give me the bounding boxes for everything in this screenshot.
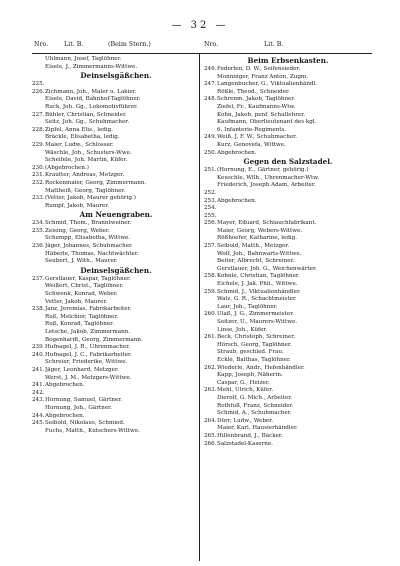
- left-column: [32, 56, 200, 435]
- resident-name: Walz, G. R., Schachtmeister.: [217, 296, 297, 303]
- resident-name: Mehl, Ulrich, Küfer.: [217, 387, 274, 394]
- resident-name: Hornung, Samuel, Gärtner.: [45, 397, 123, 404]
- house-number: 245.: [32, 420, 45, 427]
- house-number: 256.: [204, 220, 217, 227]
- resident-entry: [204, 175, 372, 183]
- house-number: [32, 203, 45, 211]
- resident-name: [45, 390, 200, 398]
- resident-name: Abgebrochen.: [217, 197, 257, 204]
- resident-name: Ziefel, Fr., Kaufmanns-Wtw.: [217, 103, 296, 110]
- house-number: 243.: [32, 397, 45, 404]
- resident-name: Jäger, Leonhard, Metzger.: [45, 366, 119, 373]
- resident-name: Monninger, Franz Anton, Zugm.: [217, 73, 308, 80]
- house-number: [204, 175, 217, 183]
- house-number: 258.: [204, 273, 217, 280]
- house-number: [32, 375, 45, 383]
- resident-name: Beck, Christoph, Schreiner.: [217, 334, 296, 341]
- house-number: [32, 188, 45, 196]
- house-number: 229.: [32, 141, 45, 148]
- house-number: [32, 104, 45, 112]
- resident-entry: [32, 89, 200, 97]
- house-number: 255.: [204, 212, 217, 219]
- resident-name: Ruck, Joh. Gg., Lokomotivführer.: [45, 103, 138, 110]
- house-number: [204, 235, 217, 243]
- house-number: [32, 258, 45, 266]
- resident-entry: [32, 413, 200, 421]
- resident-entry: [32, 119, 200, 127]
- resident-entry: [204, 273, 372, 281]
- resident-entry: [204, 119, 372, 127]
- house-number: 226.: [32, 88, 45, 95]
- resident-entry: [204, 372, 372, 380]
- resident-name: Hufnagel, J. R., Uhrenmacher.: [45, 344, 131, 351]
- resident-entry: [204, 357, 372, 365]
- house-number: 241.: [32, 382, 45, 389]
- resident-name: Kapp, Joseph, Näherin.: [217, 372, 283, 379]
- resident-name: Wolf, Joh., Bahnwarts-Wittwe.: [217, 250, 302, 257]
- resident-name: Janz, Jeremias, Fabrikarbeiter.: [45, 306, 132, 313]
- resident-entry: [32, 329, 200, 337]
- house-number: [32, 291, 45, 299]
- resident-name: Laur, Joh., Taglöhner.: [217, 303, 278, 310]
- resident-entry: [204, 418, 372, 426]
- resident-name: Eisele, J., Zimmermanns-Wittwe.: [45, 63, 138, 70]
- resident-entry: [204, 365, 372, 373]
- house-number: 260.: [204, 311, 217, 318]
- house-number: 262.: [204, 364, 217, 371]
- resident-name: Bogenhardt, Georg, Zimmermann.: [45, 336, 143, 343]
- house-number: [204, 380, 217, 388]
- house-number: 227.: [32, 111, 45, 118]
- resident-entry: [32, 228, 200, 236]
- house-number: 259.: [204, 288, 217, 295]
- header-lit-left: Lit. B.: [64, 41, 84, 48]
- resident-name: Fuchs, Matth., Kutschers-Wittwe.: [45, 427, 140, 434]
- house-number: [204, 89, 217, 97]
- house-number: [204, 372, 217, 380]
- resident-name: Eisele, David, Bahnhof-Taglöhner.: [45, 96, 141, 103]
- resident-name: Kurz, Genovefa, Wittwe.: [217, 141, 286, 148]
- house-number: 239.: [32, 344, 45, 351]
- resident-entry: [204, 104, 372, 112]
- resident-entry: [204, 74, 372, 82]
- resident-name: Seitzer, U., Maurers-Wittwe.: [217, 319, 298, 325]
- house-number: 252.: [204, 189, 217, 196]
- resident-name: Hufnagel, J. C., Fabrikarbeiter.: [45, 351, 132, 358]
- resident-entry: [32, 382, 200, 390]
- resident-name: Hornung, Joh., Gärtner.: [45, 404, 112, 411]
- resident-name: Kaufmann, Oberlieutenant des kgl.: [217, 119, 317, 126]
- house-number: [32, 314, 45, 322]
- resident-entry: [32, 420, 200, 428]
- house-number: [204, 395, 217, 403]
- resident-entry: [32, 56, 200, 64]
- resident-name: Schrenm, Jakob, Taglöhner.: [217, 96, 296, 103]
- house-number: [204, 228, 217, 236]
- resident-entry: [204, 403, 372, 411]
- resident-name: Schmid, J., Viktualienhändler.: [217, 288, 301, 295]
- resident-name: Rockenmaier, Georg, Zimmermann.: [45, 179, 147, 186]
- resident-entry: [204, 334, 372, 342]
- resident-entry: [204, 327, 372, 335]
- resident-name: Straub, geschied. Frau.: [217, 349, 284, 356]
- resident-name: Eckle, Balthas, Taglöhner.: [217, 356, 291, 363]
- resident-name: Ruß, Konrad, Taglöhner.: [45, 321, 114, 328]
- resident-name: (Abgebrochen.): [45, 164, 89, 171]
- resident-name: Ruß, Melchior, Taglöhner.: [45, 313, 119, 320]
- resident-entry: [204, 89, 372, 97]
- resident-name: Hillenbrand, J., Bäcker.: [217, 432, 283, 439]
- house-number: 232.: [32, 179, 45, 186]
- resident-entry: [204, 251, 372, 259]
- resident-name: 6. Infanterie-Regiments.: [217, 126, 287, 133]
- house-number: 250.: [204, 149, 217, 156]
- street-heading: Beim Erbsenkasten.: [247, 56, 329, 65]
- resident-entry: [32, 112, 200, 120]
- resident-entry: [204, 380, 372, 388]
- resident-entry: [32, 359, 200, 367]
- resident-name: Kohn, Jakob, penf. Schullehrer.: [217, 111, 306, 118]
- resident-entry: [204, 96, 372, 104]
- resident-name: [45, 81, 200, 89]
- resident-name: Hörsch, Georg, Taglöhner.: [217, 341, 292, 348]
- resident-entry: [32, 64, 200, 72]
- resident-name: Vetter, Jakob, Maurer.: [45, 298, 108, 305]
- resident-name: Weiß, J. F. W., Schuhmacher.: [217, 134, 298, 141]
- resident-entry: [204, 349, 372, 357]
- resident-name: Eichele, J. Jak. Phil., Wittwe.: [217, 281, 298, 288]
- resident-entry: [32, 188, 200, 196]
- resident-entry: [32, 337, 200, 345]
- resident-entry: [204, 395, 372, 403]
- house-number: 241.: [32, 366, 45, 373]
- resident-name: Bühler, Christian, Schneider.: [45, 111, 127, 118]
- house-number: 253.: [204, 197, 217, 204]
- house-number: [204, 349, 217, 357]
- resident-name: Schempp, Elisabetha, Wittwe.: [45, 235, 131, 242]
- resident-entry: [32, 157, 200, 165]
- street-heading: Deinselsgäßchen.: [80, 265, 152, 275]
- house-number: [204, 74, 217, 82]
- resident-entry: [32, 134, 200, 142]
- house-number: [32, 283, 45, 291]
- header-nr-right: Nro.: [204, 41, 219, 48]
- resident-name: Abgebrochen.: [45, 412, 85, 419]
- resident-name: Maier, Karl, Hausierhändler.: [217, 425, 298, 432]
- house-number: 234.: [32, 220, 45, 227]
- resident-name: Langenbucher, G., Viktualienhändl.: [217, 81, 318, 88]
- house-number: [32, 405, 45, 413]
- resident-name: Jäger, Johannes, Schuhmacher.: [45, 243, 133, 250]
- house-number: [204, 182, 217, 190]
- resident-entry: [32, 150, 200, 158]
- resident-entry: [32, 352, 200, 360]
- header-section-left: (Beim Stern.): [108, 41, 151, 48]
- house-number: 251.: [204, 167, 217, 174]
- house-number: 247.: [204, 81, 217, 88]
- resident-name: Caspar, G., Heizer.: [217, 379, 270, 386]
- resident-entry: [204, 433, 372, 441]
- resident-entry: [32, 104, 200, 112]
- house-number: [32, 299, 45, 307]
- house-number: [32, 119, 45, 127]
- house-number: [32, 150, 45, 158]
- house-number: 264.: [204, 417, 217, 424]
- resident-name: Mayer, Eduard, Schlauchfabrikant.: [217, 220, 317, 227]
- resident-name: Rothfuß, Franz, Schneider.: [217, 402, 294, 409]
- house-number: [204, 258, 217, 266]
- house-number: [32, 96, 45, 104]
- house-number: [204, 296, 217, 304]
- resident-entry: [32, 165, 200, 173]
- page-number: — 32 —: [171, 20, 229, 31]
- house-number: [204, 327, 217, 335]
- resident-name: Rumpf, Jakob, Maurer.: [45, 202, 110, 209]
- house-number: [32, 235, 45, 243]
- resident-entry: [204, 441, 372, 449]
- header-nr-left: Nro.: [34, 41, 49, 48]
- house-number: [32, 56, 45, 64]
- resident-entry: [32, 203, 200, 211]
- house-number: 225.: [32, 81, 45, 88]
- house-number: [32, 359, 45, 367]
- resident-entry: [32, 243, 200, 251]
- house-number: 240.: [32, 351, 45, 358]
- house-number: 233.: [32, 195, 45, 202]
- house-number: [204, 281, 217, 289]
- resident-name: Maier, Ludw., Schlosser.: [45, 141, 114, 148]
- resident-name: Uhlmann, Josef, Taglöhner.: [45, 56, 122, 62]
- street-heading: Am Neuengraben.: [79, 210, 153, 220]
- resident-name: (Hornung, E., Gärtner, gehörig.): [217, 167, 309, 174]
- resident-entry: [204, 134, 372, 142]
- resident-entry: [32, 299, 200, 307]
- resident-name: Beiter, Albrecht, Schreiner.: [217, 258, 295, 265]
- resident-entry: [32, 344, 200, 352]
- street-heading: Gegen den Salzstadel.: [243, 157, 333, 167]
- house-number: [32, 321, 45, 329]
- resident-name: Seitz, Joh. Gg., Schuhmacher.: [45, 119, 130, 126]
- resident-entry: [204, 243, 372, 251]
- resident-entry: [32, 283, 200, 291]
- resident-name: Gerstlauer, Joh. G., Weichenwärter.: [217, 265, 317, 272]
- resident-entry: [32, 195, 200, 203]
- resident-name: Federlen, D. W., Seifensieder.: [217, 66, 301, 72]
- resident-name: Rößle, Theod., Schneider.: [217, 88, 290, 95]
- resident-entry: [32, 127, 200, 135]
- resident-entry: [204, 66, 372, 74]
- resident-name: Krautter, Andreas, Metzger.: [45, 172, 125, 179]
- resident-name: Seibold, Nikolaus, Schmied.: [45, 420, 125, 427]
- resident-entry: [204, 112, 372, 120]
- resident-name: Zipfel, Anna Elis., ledig.: [45, 126, 114, 133]
- house-number: [204, 304, 217, 312]
- house-number: 237.: [32, 275, 45, 282]
- resident-name: [217, 205, 372, 213]
- resident-entry: [32, 314, 200, 322]
- house-number: 228.: [32, 126, 45, 133]
- house-number: [204, 342, 217, 350]
- resident-entry: [32, 251, 200, 259]
- resident-name: Scheifele, Joh. Martin, Küfer.: [45, 157, 128, 164]
- house-number: 242.: [32, 389, 45, 396]
- resident-name: Werst, J. M., Metzgers-Wittwe.: [45, 374, 132, 381]
- house-number: 249.: [204, 134, 217, 141]
- resident-name: Wiederle, Andr., Hefenhändler.: [217, 364, 305, 371]
- house-number: [204, 142, 217, 150]
- resident-entry: [32, 390, 200, 398]
- resident-entry: [32, 235, 200, 243]
- house-number: [204, 119, 217, 127]
- resident-entry: [32, 220, 200, 228]
- resident-name: Dierolf, G. Mich., Arbeiter.: [217, 394, 293, 401]
- resident-name: [217, 190, 372, 198]
- resident-entry: [32, 397, 200, 405]
- resident-name: Schreier, Friederike, Wittwe.: [45, 359, 128, 366]
- resident-entry: [204, 167, 372, 175]
- resident-entry: [204, 410, 372, 418]
- header-rule: [32, 53, 372, 54]
- house-number: [32, 251, 45, 259]
- resident-entry: [204, 198, 372, 206]
- resident-entry: [32, 172, 200, 180]
- resident-name: Salzstadel-Kaserne.: [217, 440, 273, 447]
- resident-entry: [204, 304, 372, 312]
- house-number: 238.: [32, 306, 45, 313]
- resident-name: Bräckle, Elisabetha, ledig.: [45, 134, 120, 141]
- resident-entry: [32, 428, 200, 436]
- house-number: [32, 329, 45, 337]
- resident-name: Friederich, Joseph Adam, Arbeiter.: [217, 182, 316, 189]
- house-number: [32, 428, 45, 436]
- house-number: [204, 425, 217, 433]
- resident-entry: [204, 342, 372, 350]
- house-number: [204, 410, 217, 418]
- resident-entry: [32, 276, 200, 284]
- house-number: [204, 357, 217, 365]
- resident-name: Abgebrochen.: [45, 382, 85, 389]
- resident-entry: [204, 387, 372, 395]
- resident-entry: [204, 190, 372, 198]
- resident-entry: [32, 258, 200, 266]
- resident-entry: [204, 205, 372, 213]
- right-column: [204, 56, 372, 448]
- resident-entry: [204, 213, 372, 221]
- resident-name: Wäschle, Joh., Schusters-Wwe.: [45, 149, 132, 156]
- header-lit-right: Lit. B.: [264, 41, 284, 48]
- house-number: [204, 266, 217, 274]
- resident-name: Mattheiß, Georg, Taglöhner.: [45, 187, 126, 194]
- house-number: [204, 251, 217, 259]
- resident-name: Gerstlauer, Kaspar, Taglöhner.: [45, 275, 131, 282]
- resident-entry: [204, 182, 372, 190]
- house-number: 254.: [204, 205, 217, 212]
- resident-entry: [204, 296, 372, 304]
- resident-name: Kohnle, Christian, Taglöhner.: [217, 273, 300, 280]
- house-number: 248.: [204, 96, 217, 103]
- resident-entry: [204, 127, 372, 135]
- resident-name: Häberle, Thomas, Nachtwächter.: [45, 250, 139, 257]
- house-number: [204, 127, 217, 135]
- house-number: [32, 64, 45, 72]
- house-number: 230.: [32, 164, 45, 171]
- resident-entry: [204, 150, 372, 158]
- resident-name: Letsche, Jakob, Zimmermann.: [45, 329, 131, 335]
- resident-entry: [204, 228, 372, 236]
- house-number: 266.: [204, 440, 217, 447]
- resident-entry: [204, 289, 372, 297]
- resident-entry: [32, 291, 200, 299]
- resident-name: Dürr, Ludw., Weber.: [217, 417, 274, 424]
- house-number: [204, 319, 217, 327]
- resident-name: Ulaß, J. G., Zimmermeister.: [217, 311, 295, 318]
- house-number: [204, 403, 217, 411]
- resident-name: (Vetter, Jakob, Maurer gehörig.): [45, 195, 136, 202]
- street-heading: Deinselsgäßchen.: [80, 71, 152, 81]
- resident-entry: [204, 220, 372, 228]
- house-number: [204, 112, 217, 120]
- resident-name: Maier, Georg, Webers-Wittwe.: [217, 227, 303, 234]
- resident-name: Weißert, Christ., Taglöhner.: [45, 283, 124, 290]
- house-number: 261.: [204, 334, 217, 341]
- resident-entry: [204, 425, 372, 433]
- resident-name: [217, 213, 372, 221]
- resident-name: Seibold, Matth., Metzger.: [217, 243, 290, 250]
- resident-entry: [204, 319, 372, 327]
- resident-entry: [204, 266, 372, 274]
- house-number: [32, 134, 45, 142]
- resident-entry: [204, 281, 372, 289]
- resident-name: Schmid, A., Schuhmacher.: [217, 410, 292, 417]
- resident-name: Linse, Joh., Küfer.: [217, 326, 268, 333]
- resident-name: Rößhoefer, Katharine, ledig.: [217, 235, 298, 242]
- house-number: 235.: [32, 227, 45, 234]
- resident-entry: [204, 235, 372, 243]
- house-number: 265.: [204, 432, 217, 439]
- resident-name: Zichmann, Joh., Maler u. Lakier.: [45, 88, 137, 95]
- house-number: 263.: [204, 387, 217, 394]
- house-number: 236.: [32, 243, 45, 250]
- resident-entry: [32, 375, 200, 383]
- house-number: 246.: [204, 66, 217, 72]
- resident-entry: [32, 306, 200, 314]
- house-number: [32, 337, 45, 345]
- house-number: 257.: [204, 243, 217, 250]
- house-number: [204, 104, 217, 112]
- resident-entry: [204, 142, 372, 150]
- resident-name: Seubert, J. With., Maurer.: [45, 258, 118, 265]
- resident-entry: [32, 142, 200, 150]
- resident-entry: [204, 81, 372, 89]
- house-number: 244.: [32, 412, 45, 419]
- house-number: 231.: [32, 172, 45, 179]
- resident-name: Keuschle, Wilh., Uhrenmacher-Wtw.: [217, 174, 320, 181]
- resident-entry: [204, 311, 372, 319]
- resident-entry: [32, 405, 200, 413]
- resident-entry: [32, 81, 200, 89]
- house-number: [32, 157, 45, 165]
- resident-entry: [32, 367, 200, 375]
- resident-name: Schmid, Thom., Branntweiner.: [45, 220, 132, 227]
- resident-entry: [32, 180, 200, 188]
- resident-name: Abgebrochen.: [217, 149, 257, 156]
- resident-name: Zeising, Georg, Weber.: [45, 227, 110, 234]
- resident-entry: [32, 96, 200, 104]
- resident-entry: [204, 258, 372, 266]
- resident-name: Schwenk, Konrad, Weber.: [45, 291, 118, 298]
- resident-entry: [32, 321, 200, 329]
